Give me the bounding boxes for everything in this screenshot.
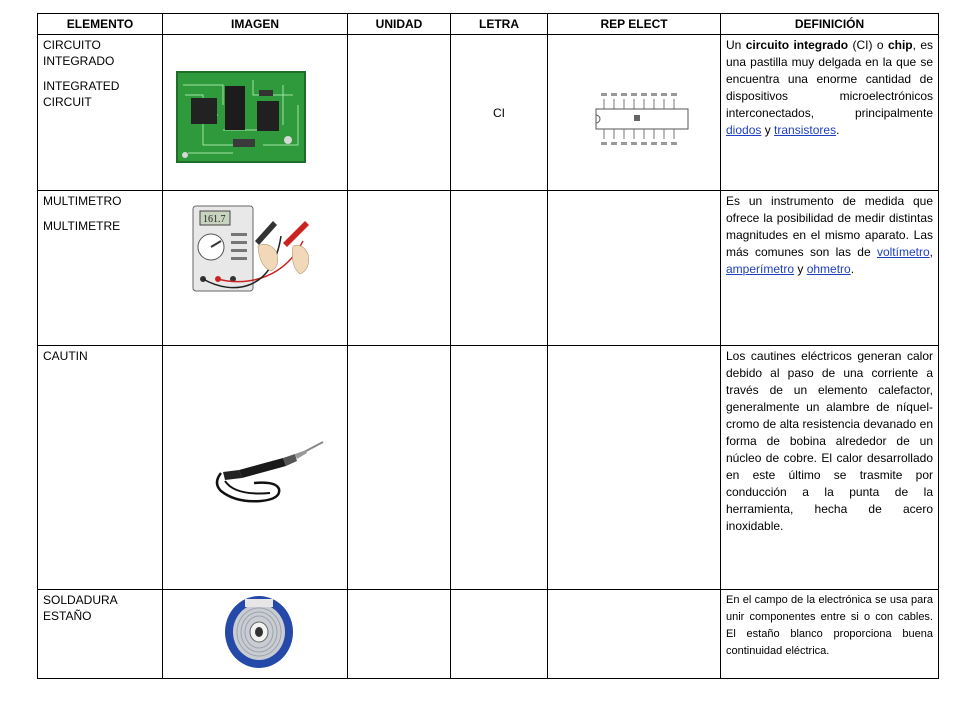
def-text: .: [850, 262, 855, 276]
element-cell: [38, 191, 163, 346]
dip-chip-symbol-icon: [548, 35, 721, 186]
image-cell: [163, 346, 348, 590]
soldering-iron-icon: [163, 346, 348, 585]
def-text: En el campo de la electrónica se usa para unir componentes entre si o con cables. El estaño blanco proporciona buena continuidad eléctrica.: [726, 594, 933, 657]
circuit-board-icon: [163, 35, 348, 186]
element-cell: [38, 346, 163, 590]
header-row: [38, 14, 939, 35]
element-name-es: MULTIMETRO: [43, 194, 122, 208]
letra-cell: [451, 346, 548, 590]
header-elemento: ELEMENTO: [38, 14, 163, 35]
image-cell: [163, 35, 348, 191]
letra-cell: CI: [451, 35, 548, 191]
unidad-cell: [348, 35, 451, 191]
letra-cell: [451, 191, 548, 346]
meter-reading: 161.7: [203, 214, 226, 225]
unidad-cell: [348, 590, 451, 679]
definition-cell: [721, 346, 939, 590]
link-diodos[interactable]: diodos: [726, 123, 762, 137]
def-text: .: [836, 123, 840, 137]
link-ohmetro[interactable]: ohmetro: [806, 262, 851, 276]
def-text: ,: [929, 245, 933, 259]
def-bold-term: circuito integrado: [745, 38, 849, 52]
header-rep-elect: REP ELECT: [548, 14, 721, 35]
rep-elect-cell: [548, 191, 721, 346]
rep-elect-cell: [548, 590, 721, 679]
header-unidad: UNIDAD: [348, 14, 451, 35]
solder-wire-spool-icon: [163, 590, 348, 674]
element-name-en: MULTIMETRE: [43, 219, 121, 233]
def-text: , es una pastilla muy delgada en la que se encuentra una enorme cantidad de dispositivos microelectrónicos interconectados, principalmente: [726, 38, 933, 120]
def-text: Es un instrumento de medida que ofrece la posibilidad de medir distintas magnitudes en el mismo aparato. Las más comunes son las de: [726, 194, 933, 259]
link-transistores[interactable]: transistores: [774, 123, 837, 137]
header-letra: LETRA: [451, 14, 548, 35]
link-voltimetro[interactable]: voltímetro: [876, 245, 930, 259]
header-imagen: IMAGEN: [163, 14, 348, 35]
rep-elect-cell: [548, 346, 721, 590]
table-row: [38, 35, 939, 191]
table-row: [38, 191, 939, 346]
multimeter-icon: [163, 191, 348, 341]
element-cell: [38, 35, 163, 191]
def-text: y: [794, 262, 807, 276]
link-amperimetro[interactable]: amperímetro: [726, 262, 795, 276]
element-name-en: INTEGRATED CIRCUIT: [43, 79, 120, 109]
definition-cell: [721, 35, 939, 191]
element-name-es: CAUTIN: [43, 349, 88, 363]
definition-cell: [721, 590, 939, 679]
components-table: [37, 13, 939, 679]
table-row: [38, 590, 939, 679]
def-bold-term: chip: [887, 38, 913, 52]
header-definicion: DEFINICIÓN: [721, 14, 939, 35]
unidad-cell: [348, 191, 451, 346]
def-text: y: [761, 123, 775, 137]
table-row: [38, 346, 939, 590]
letra-cell: [451, 590, 548, 679]
def-text: (CI) o: [848, 38, 888, 52]
element-name-es: CIRCUITO INTEGRADO: [43, 38, 115, 68]
image-cell: [163, 590, 348, 679]
element-cell: [38, 590, 163, 679]
unidad-cell: [348, 346, 451, 590]
def-text: Los cautines eléctricos generan calor debido al paso de una corriente a través de un elemento calefactor, generalmente un alambre de níquel-cromo de alta resistencia devanado en forma de bobina alrededor de un núcleo de cobre. El calor desarrollado en este último se trasmite por conducción a la punta de la herramienta, hecha de acero inoxidable.: [726, 349, 933, 533]
definition-cell: [721, 191, 939, 346]
image-cell: [163, 191, 348, 346]
rep-elect-cell: [548, 35, 721, 191]
element-name-es: SOLDADURA ESTAÑO: [43, 593, 118, 623]
def-text: Un: [726, 38, 746, 52]
